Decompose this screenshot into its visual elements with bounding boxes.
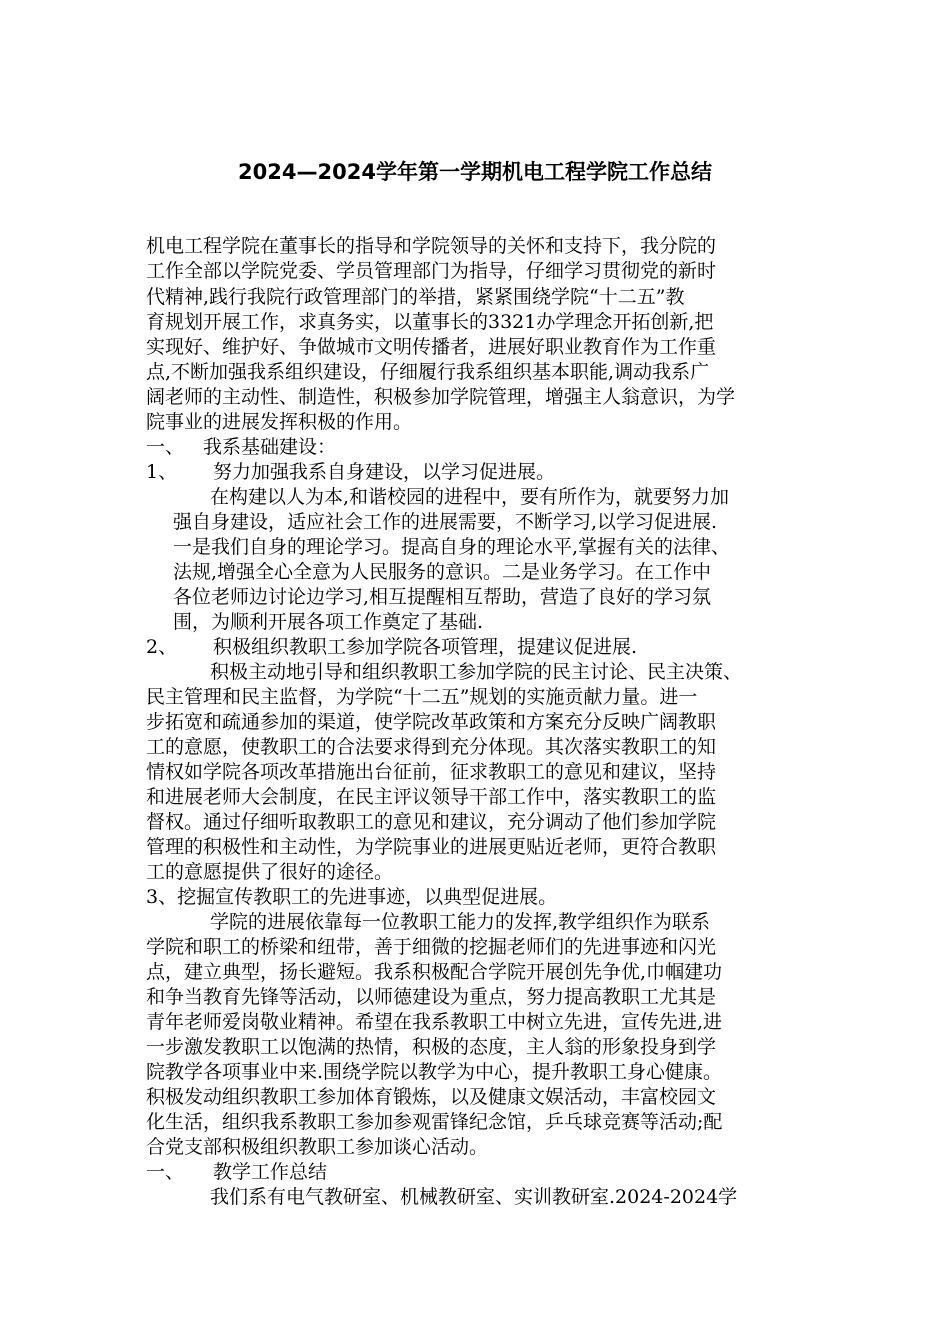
intro-line-2: 工作全部以学院党委、学员管理部门为指导，仔细学习贯彻党的新时 (146, 260, 717, 282)
item3-line-10: 合党支部积极组织教职工参加谈心活动。 (146, 1136, 489, 1158)
item1-line-2: 强自身建设，适应社会工作的进展需要，不断学习,以学习促进展. (173, 511, 718, 533)
item3-line-8: 积极发动组织教职工参加体育锻炼，以及健康文娱活动，丰富校园文 (146, 1086, 717, 1108)
section2-line-1: 我们系有电气教研室、机械教研室、实训教研室.2024-2024学 (210, 1186, 738, 1208)
item3-line-9: 化生活，组织我系教职工参加参观雷锋纪念馆，乒乓球竞赛等活动;配 (146, 1111, 723, 1133)
intro-line-5: 实现好、维护好、争做城市文明传播者，进展好职业教育作为工作重 (146, 336, 717, 358)
item2-line-2: 民主管理和民主监督，为学院“十二五”规划的实施贡献力量。进一 (146, 686, 698, 708)
item2-heading: 积极组织教职工参加学院各项管理，提建议促进展. (213, 636, 638, 658)
item1-line-1: 在构建以人为本,和谐校园的进程中，要有所作为，就要努力加 (210, 486, 730, 508)
intro-line-1: 机电工程学院在董事长的指导和学院领导的关怀和支持下，我分院的 (146, 235, 717, 257)
item1-line-4: 法规,增强全心全意为人民服务的意识。二是业务学习。在工作中 (173, 561, 712, 583)
section2-number: 一、 (146, 1161, 185, 1183)
item1-number: 1、 (146, 461, 178, 483)
item2-line-3: 步拓宽和疏通参加的渠道，使学院改革政策和方案充分反映广阔教职 (146, 711, 717, 733)
item1-line-3: 一是我们自身的理论学习。提高自身的理论水平,掌握有关的法律、 (173, 536, 731, 558)
item2-line-7: 督权。通过仔细听取教职工的意见和建议，充分调动了他们参加学院 (146, 811, 717, 833)
item2-line-1: 积极主动地引导和组织教职工参加学院的民主讨论、民主决策、 (210, 661, 743, 683)
item3-heading: 3、挖掘宣传教职工的先进事迹，以典型促进展。 (146, 886, 558, 908)
item2-line-8: 管理的积极性和主动性，为学院事业的进展更贴近老师，更符合教职 (146, 836, 717, 858)
item2-line-9: 工的意愿提供了很好的途径。 (146, 861, 394, 883)
item1-line-6: 围，为顺利开展各项工作奠定了基础. (173, 611, 484, 633)
item3-line-4: 和争当教育先锋等活动，以师德建设为重点，努力提高教职工尤其是 (146, 986, 717, 1008)
intro-line-7: 阔老师的主动性、制造性，积极参加学院管理，增强主人翁意识，为学 (146, 386, 736, 408)
intro-line-8: 院事业的进展发挥积极的作用。 (146, 411, 413, 433)
section2-heading: 教学工作总结 (213, 1161, 328, 1183)
intro-line-4: 育规划开展工作，求真务实，以董事长的3321办学理念开拓创新,把 (146, 311, 714, 333)
item3-line-3: 点，建立典型，扬长避短。我系积极配合学院开展创先争优,巾帼建功 (146, 961, 723, 983)
item3-line-6: 一步激发教职工以饱满的热情，积极的态度，主人翁的形象投身到学 (146, 1036, 717, 1058)
item3-line-5: 青年老师爱岗敬业精神。希望在我系教职工中树立先进，宣传先进,进 (146, 1011, 723, 1033)
section1-number: 一、 (146, 436, 185, 458)
item2-line-6: 和进展老师大会制度，在民主评议领导干部工作中，落实教职工的监 (146, 786, 717, 808)
item1-line-5: 各位老师边讨论边学习,相互提醒相互帮助，营造了良好的学习氛 (173, 586, 712, 608)
intro-line-6: 点,不断加强我系组织建设，仔细履行我系组织基本职能,调动我系广 (146, 361, 710, 383)
intro-line-3: 代精神,践行我院行政管理部门的举措，紧紧围绕学院“十二五”教 (146, 286, 685, 308)
item3-line-2: 学院和职工的桥梁和纽带，善于细微的挖掘老师们的先进事迹和闪光 (146, 936, 717, 958)
item2-line-5: 情权如学院各项改革措施出台征前，征求教职工的意见和建议，坚持 (146, 761, 717, 783)
item3-line-1: 学院的进展依靠每一位教职工能力的发挥,教学组织作为联系 (210, 911, 711, 933)
item3-line-7: 院教学各项事业中来.围绕学院以教学为中心，提升教职工身心健康。 (146, 1061, 723, 1083)
item1-heading: 努力加强我系自身建设，以学习促进展。 (213, 461, 556, 483)
section1-heading: 我系基础建设： (203, 436, 337, 458)
item2-number: 2、 (146, 636, 178, 658)
item2-line-4: 工的意愿，使教职工的合法要求得到充分体现。其次落实教职工的知 (146, 736, 717, 758)
document-title: 2024—2024学年第一学期机电工程学院工作总结 (238, 160, 712, 184)
